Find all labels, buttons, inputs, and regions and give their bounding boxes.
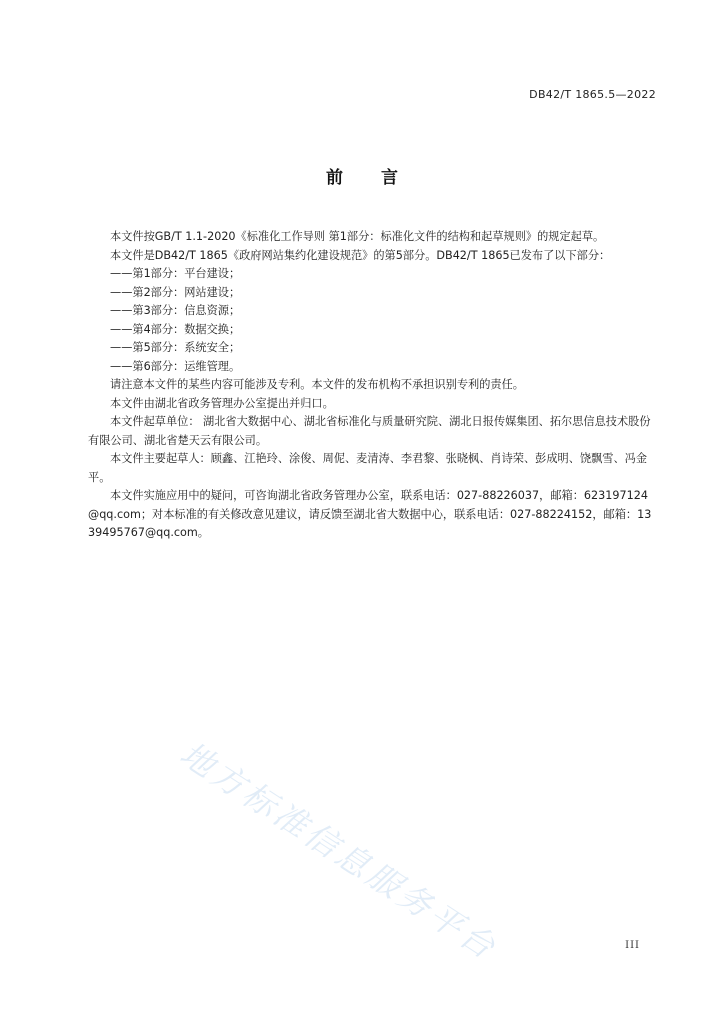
- list-item: ——第3部分：信息资源；: [110, 304, 241, 317]
- list-item: ——第6部分：运维管理。: [110, 359, 241, 373]
- paragraph-patent-notice: 请注意本文件的某些内容可能涉及专利。本文件的发布机构不承担识别专利的责任。: [110, 378, 524, 391]
- document-code: DB42/T 1865.5—2022: [529, 88, 656, 101]
- list-item: ——第2部分：网站建设；: [110, 285, 241, 299]
- paragraph-contact-info: 本文件实施应用中的疑问，可咨询湖北省政务管理办公室，联系电话：027-88226037，邮箱：623197124@qq.com；对本标准的有关修改意见建议，请反馈至湖北省大数据中心，联系电话：027-88224152，邮箱：1339495767@qq.com。: [88, 489, 652, 539]
- list-item: ——第4部分：数据交换；: [110, 322, 241, 336]
- paragraph-drafting-units: 本文件起草单位： 湖北省大数据中心、湖北省标准化与质量研究院、湖北日报传媒集团、拓尔思信息技术股份有限公司、湖北省楚天云有限公司。: [88, 415, 651, 447]
- list-item: ——第1部分：平台建设；: [110, 267, 241, 280]
- paragraph-drafters: 本文件主要起草人：顾鑫、江艳玲、涂俊、周伲、麦清涛、李君黎、张晓枫、肖诗荣、彭成明、饶飘雪、冯金平。: [88, 452, 648, 484]
- list-item: ——第5部分：系统安全；: [110, 341, 241, 354]
- page-number: III: [625, 940, 640, 951]
- paragraph-drafting-basis: 本文件按GB/T 1.1-2020《标准化工作导则 第1部分：标准化文件的结构和起草规则》的规定起草。: [110, 230, 605, 243]
- page-title: 前言: [326, 168, 436, 188]
- paragraph-proposer: 本文件由湖北省政务管理办公室提出并归口。: [110, 396, 334, 410]
- watermark: 地方标准信息服务平台: [173, 733, 505, 969]
- foreword-body: [88, 228, 656, 543]
- parts-list: [88, 265, 656, 376]
- paragraph-series-info: 本文件是DB42/T 1865《政府网站集约化建设规范》的第5部分。DB42/T 1865已发布了以下部分：: [110, 248, 611, 262]
